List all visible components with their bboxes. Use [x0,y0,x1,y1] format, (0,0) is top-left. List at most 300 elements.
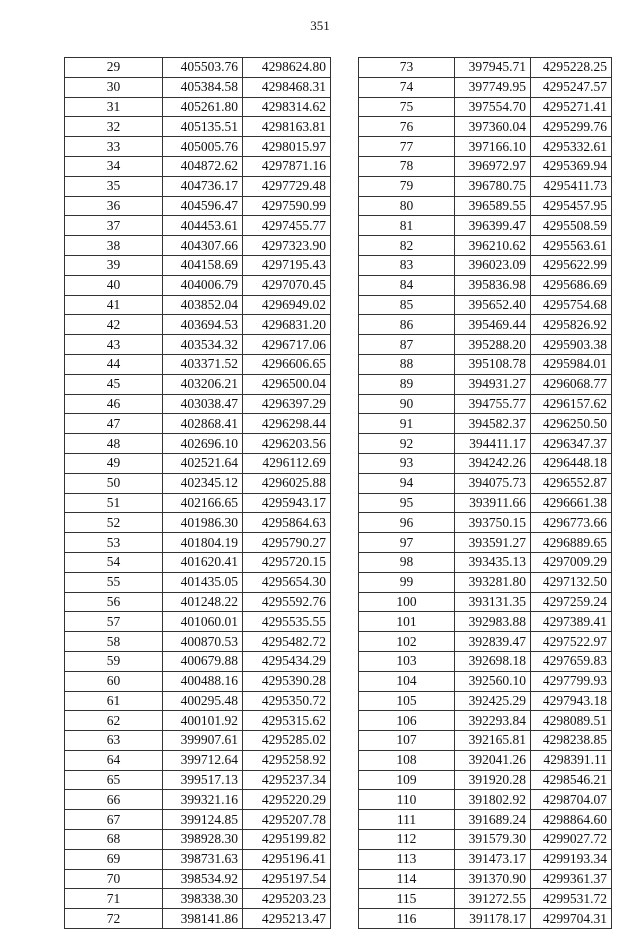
point-number-cell: 38 [65,236,163,256]
y-coordinate-cell: 4297659.83 [531,651,612,671]
point-number-cell: 61 [65,691,163,711]
point-number-cell: 53 [65,533,163,553]
table-row [359,889,612,909]
point-number-cell: 93 [359,453,455,473]
x-coordinate-cell: 404006.79 [163,275,243,295]
x-coordinate-cell: 401435.05 [163,572,243,592]
point-number-cell: 60 [65,671,163,691]
table-row [359,275,612,295]
point-number-cell: 71 [65,889,163,909]
y-coordinate-cell: 4295390.28 [243,671,331,691]
y-coordinate-cell: 4296831.20 [243,315,331,335]
x-coordinate-cell: 404453.61 [163,216,243,236]
x-coordinate-cell: 404596.47 [163,196,243,216]
point-number-cell: 57 [65,612,163,632]
y-coordinate-cell: 4297871.16 [243,156,331,176]
y-coordinate-cell: 4297259.24 [531,592,612,612]
point-number-cell: 91 [359,414,455,434]
table-row [359,394,612,414]
table-row [65,216,331,236]
table-row [359,315,612,335]
x-coordinate-cell: 396972.97 [455,156,531,176]
y-coordinate-cell: 4295434.29 [243,651,331,671]
x-coordinate-cell: 392293.84 [455,711,531,731]
point-number-cell: 66 [65,790,163,810]
y-coordinate-cell: 4296397.29 [243,394,331,414]
point-number-cell: 110 [359,790,455,810]
table-row [65,651,331,671]
table-row [65,137,331,157]
point-number-cell: 55 [65,572,163,592]
y-coordinate-cell: 4295943.17 [243,493,331,513]
point-number-cell: 101 [359,612,455,632]
table-row [65,849,331,869]
table-row [65,156,331,176]
y-coordinate-cell: 4296025.88 [243,473,331,493]
point-number-cell: 85 [359,295,455,315]
point-number-cell: 84 [359,275,455,295]
x-coordinate-cell: 405135.51 [163,117,243,137]
table-row [359,176,612,196]
table-row [65,275,331,295]
y-coordinate-cell: 4297009.29 [531,552,612,572]
y-coordinate-cell: 4295258.92 [243,750,331,770]
x-coordinate-cell: 405503.76 [163,58,243,78]
y-coordinate-cell: 4297455.77 [243,216,331,236]
x-coordinate-cell: 400488.16 [163,671,243,691]
table-row [359,473,612,493]
table-row [65,592,331,612]
x-coordinate-cell: 395836.98 [455,275,531,295]
x-coordinate-cell: 394582.37 [455,414,531,434]
point-number-cell: 69 [65,849,163,869]
point-number-cell: 81 [359,216,455,236]
table-row [65,176,331,196]
x-coordinate-cell: 391178.17 [455,909,531,929]
x-coordinate-cell: 397166.10 [455,137,531,157]
table-row [359,434,612,454]
point-number-cell: 109 [359,770,455,790]
point-number-cell: 42 [65,315,163,335]
y-coordinate-cell: 4296500.04 [243,374,331,394]
table-row [65,434,331,454]
table-row [65,731,331,751]
coordinates-table-left [64,57,331,929]
y-coordinate-cell: 4295826.92 [531,315,612,335]
table-row [359,750,612,770]
x-coordinate-cell: 398141.86 [163,909,243,929]
y-coordinate-cell: 4298864.60 [531,810,612,830]
point-number-cell: 108 [359,750,455,770]
point-number-cell: 76 [359,117,455,137]
y-coordinate-cell: 4297389.41 [531,612,612,632]
y-coordinate-cell: 4298624.80 [243,58,331,78]
y-coordinate-cell: 4295196.41 [243,849,331,869]
table-row [359,117,612,137]
x-coordinate-cell: 402345.12 [163,473,243,493]
x-coordinate-cell: 398731.63 [163,849,243,869]
table-row [359,216,612,236]
point-number-cell: 92 [359,434,455,454]
table-row [359,58,612,78]
x-coordinate-cell: 397749.95 [455,77,531,97]
point-number-cell: 47 [65,414,163,434]
point-number-cell: 46 [65,394,163,414]
point-number-cell: 96 [359,513,455,533]
y-coordinate-cell: 4297132.50 [531,572,612,592]
x-coordinate-cell: 391689.24 [455,810,531,830]
point-number-cell: 62 [65,711,163,731]
point-number-cell: 74 [359,77,455,97]
y-coordinate-cell: 4296347.37 [531,434,612,454]
y-coordinate-cell: 4295213.47 [243,909,331,929]
y-coordinate-cell: 4296298.44 [243,414,331,434]
x-coordinate-cell: 399907.61 [163,731,243,751]
point-number-cell: 112 [359,830,455,850]
y-coordinate-cell: 4295247.57 [531,77,612,97]
y-coordinate-cell: 4295285.02 [243,731,331,751]
table-row [359,849,612,869]
y-coordinate-cell: 4298089.51 [531,711,612,731]
point-number-cell: 68 [65,830,163,850]
point-number-cell: 39 [65,255,163,275]
point-number-cell: 100 [359,592,455,612]
table-row [359,533,612,553]
x-coordinate-cell: 392698.18 [455,651,531,671]
table-row [65,196,331,216]
point-number-cell: 88 [359,354,455,374]
x-coordinate-cell: 391370.90 [455,869,531,889]
x-coordinate-cell: 405384.58 [163,77,243,97]
table-row [65,711,331,731]
x-coordinate-cell: 398338.30 [163,889,243,909]
table-row [359,255,612,275]
point-number-cell: 29 [65,58,163,78]
y-coordinate-cell: 4297729.48 [243,176,331,196]
y-coordinate-cell: 4297943.18 [531,691,612,711]
x-coordinate-cell: 394755.77 [455,394,531,414]
point-number-cell: 82 [359,236,455,256]
x-coordinate-cell: 391473.17 [455,849,531,869]
x-coordinate-cell: 398928.30 [163,830,243,850]
table-row [65,394,331,414]
table-row [65,295,331,315]
y-coordinate-cell: 4295271.41 [531,97,612,117]
y-coordinate-cell: 4296203.56 [243,434,331,454]
x-coordinate-cell: 400679.88 [163,651,243,671]
y-coordinate-cell: 4299193.34 [531,849,612,869]
point-number-cell: 104 [359,671,455,691]
y-coordinate-cell: 4298238.85 [531,731,612,751]
x-coordinate-cell: 403038.47 [163,394,243,414]
x-coordinate-cell: 391272.55 [455,889,531,909]
table-row [359,731,612,751]
x-coordinate-cell: 401804.19 [163,533,243,553]
y-coordinate-cell: 4295984.01 [531,354,612,374]
x-coordinate-cell: 403852.04 [163,295,243,315]
point-number-cell: 58 [65,632,163,652]
table-row [65,869,331,889]
x-coordinate-cell: 399124.85 [163,810,243,830]
table-row [359,236,612,256]
point-number-cell: 103 [359,651,455,671]
y-coordinate-cell: 4295720.15 [243,552,331,572]
table-row [65,750,331,770]
y-coordinate-cell: 4295790.27 [243,533,331,553]
y-coordinate-cell: 4298391.11 [531,750,612,770]
table-row [65,671,331,691]
point-number-cell: 77 [359,137,455,157]
y-coordinate-cell: 4295864.63 [243,513,331,533]
y-coordinate-cell: 4297195.43 [243,255,331,275]
x-coordinate-cell: 404872.62 [163,156,243,176]
y-coordinate-cell: 4295457.95 [531,196,612,216]
x-coordinate-cell: 396780.75 [455,176,531,196]
x-coordinate-cell: 396210.62 [455,236,531,256]
point-number-cell: 36 [65,196,163,216]
point-number-cell: 31 [65,97,163,117]
y-coordinate-cell: 4295508.59 [531,216,612,236]
x-coordinate-cell: 397360.04 [455,117,531,137]
point-number-cell: 32 [65,117,163,137]
x-coordinate-cell: 403371.52 [163,354,243,374]
x-coordinate-cell: 395288.20 [455,335,531,355]
table-row [359,770,612,790]
table-row [359,592,612,612]
x-coordinate-cell: 402166.65 [163,493,243,513]
table-row [65,790,331,810]
y-coordinate-cell: 4295237.34 [243,770,331,790]
table-row [65,513,331,533]
table-row [65,612,331,632]
point-number-cell: 83 [359,255,455,275]
table-row [359,612,612,632]
point-number-cell: 105 [359,691,455,711]
point-number-cell: 37 [65,216,163,236]
y-coordinate-cell: 4295622.99 [531,255,612,275]
y-coordinate-cell: 4298163.81 [243,117,331,137]
point-number-cell: 95 [359,493,455,513]
y-coordinate-cell: 4295203.23 [243,889,331,909]
x-coordinate-cell: 403534.32 [163,335,243,355]
y-coordinate-cell: 4296112.69 [243,453,331,473]
x-coordinate-cell: 401248.22 [163,592,243,612]
point-number-cell: 40 [65,275,163,295]
table-row [65,335,331,355]
table-row [359,552,612,572]
y-coordinate-cell: 4297522.97 [531,632,612,652]
table-row [359,711,612,731]
x-coordinate-cell: 391802.92 [455,790,531,810]
x-coordinate-cell: 398534.92 [163,869,243,889]
table-row [359,651,612,671]
point-number-cell: 114 [359,869,455,889]
x-coordinate-cell: 392560.10 [455,671,531,691]
y-coordinate-cell: 4298546.21 [531,770,612,790]
y-coordinate-cell: 4297799.93 [531,671,612,691]
x-coordinate-cell: 393911.66 [455,493,531,513]
point-number-cell: 113 [359,849,455,869]
x-coordinate-cell: 404307.66 [163,236,243,256]
table-row [65,255,331,275]
y-coordinate-cell: 4295654.30 [243,572,331,592]
x-coordinate-cell: 392041.26 [455,750,531,770]
table-row [65,770,331,790]
table-row [359,632,612,652]
table-row [65,810,331,830]
x-coordinate-cell: 402868.41 [163,414,243,434]
table-row [65,572,331,592]
y-coordinate-cell: 4296773.66 [531,513,612,533]
x-coordinate-cell: 391920.28 [455,770,531,790]
x-coordinate-cell: 393281.80 [455,572,531,592]
point-number-cell: 48 [65,434,163,454]
table-row [65,97,331,117]
point-number-cell: 102 [359,632,455,652]
y-coordinate-cell: 4295592.76 [243,592,331,612]
x-coordinate-cell: 403694.53 [163,315,243,335]
point-number-cell: 116 [359,909,455,929]
table-row [359,493,612,513]
y-coordinate-cell: 4295903.38 [531,335,612,355]
point-number-cell: 30 [65,77,163,97]
point-number-cell: 63 [65,731,163,751]
coordinates-table-right [358,57,612,929]
x-coordinate-cell: 403206.21 [163,374,243,394]
table-row [65,374,331,394]
y-coordinate-cell: 4295563.61 [531,236,612,256]
x-coordinate-cell: 395469.44 [455,315,531,335]
table-row [359,572,612,592]
y-coordinate-cell: 4299704.31 [531,909,612,929]
point-number-cell: 64 [65,750,163,770]
point-number-cell: 94 [359,473,455,493]
table-row [65,830,331,850]
x-coordinate-cell: 397554.70 [455,97,531,117]
x-coordinate-cell: 392425.29 [455,691,531,711]
point-number-cell: 99 [359,572,455,592]
table-row [359,77,612,97]
point-number-cell: 80 [359,196,455,216]
y-coordinate-cell: 4299027.72 [531,830,612,850]
point-number-cell: 35 [65,176,163,196]
point-number-cell: 106 [359,711,455,731]
table-row [65,414,331,434]
x-coordinate-cell: 400101.92 [163,711,243,731]
y-coordinate-cell: 4299361.37 [531,869,612,889]
table-row [359,295,612,315]
y-coordinate-cell: 4297323.90 [243,236,331,256]
point-number-cell: 72 [65,909,163,929]
y-coordinate-cell: 4295199.82 [243,830,331,850]
y-coordinate-cell: 4295482.72 [243,632,331,652]
table-row [359,414,612,434]
x-coordinate-cell: 405261.80 [163,97,243,117]
y-coordinate-cell: 4296661.38 [531,493,612,513]
point-number-cell: 73 [359,58,455,78]
x-coordinate-cell: 393750.15 [455,513,531,533]
table-row [65,533,331,553]
x-coordinate-cell: 405005.76 [163,137,243,157]
x-coordinate-cell: 402696.10 [163,434,243,454]
table-row [359,909,612,929]
point-number-cell: 65 [65,770,163,790]
x-coordinate-cell: 396023.09 [455,255,531,275]
x-coordinate-cell: 395652.40 [455,295,531,315]
point-number-cell: 70 [65,869,163,889]
y-coordinate-cell: 4295228.25 [531,58,612,78]
y-coordinate-cell: 4295686.69 [531,275,612,295]
point-number-cell: 78 [359,156,455,176]
point-number-cell: 115 [359,889,455,909]
table-row [65,77,331,97]
x-coordinate-cell: 395108.78 [455,354,531,374]
table-row [359,869,612,889]
y-coordinate-cell: 4297070.45 [243,275,331,295]
y-coordinate-cell: 4299531.72 [531,889,612,909]
x-coordinate-cell: 394931.27 [455,374,531,394]
table-row [359,513,612,533]
point-number-cell: 41 [65,295,163,315]
y-coordinate-cell: 4295350.72 [243,691,331,711]
point-number-cell: 107 [359,731,455,751]
table-row [359,196,612,216]
table-row [359,691,612,711]
table-row [359,156,612,176]
y-coordinate-cell: 4296889.65 [531,533,612,553]
point-number-cell: 56 [65,592,163,612]
table-row [359,671,612,691]
y-coordinate-cell: 4295535.55 [243,612,331,632]
y-coordinate-cell: 4298468.31 [243,77,331,97]
y-coordinate-cell: 4295369.94 [531,156,612,176]
table-row [359,137,612,157]
table-row [359,830,612,850]
table-row [65,354,331,374]
point-number-cell: 90 [359,394,455,414]
table-row [65,58,331,78]
point-number-cell: 89 [359,374,455,394]
x-coordinate-cell: 392839.47 [455,632,531,652]
point-number-cell: 111 [359,810,455,830]
y-coordinate-cell: 4295332.61 [531,137,612,157]
x-coordinate-cell: 396589.55 [455,196,531,216]
x-coordinate-cell: 393435.13 [455,552,531,572]
point-number-cell: 33 [65,137,163,157]
table-row [359,453,612,473]
table-row [65,632,331,652]
x-coordinate-cell: 399517.13 [163,770,243,790]
x-coordinate-cell: 399321.16 [163,790,243,810]
x-coordinate-cell: 393591.27 [455,533,531,553]
x-coordinate-cell: 392165.81 [455,731,531,751]
y-coordinate-cell: 4295411.73 [531,176,612,196]
table-row [359,790,612,810]
x-coordinate-cell: 401620.41 [163,552,243,572]
y-coordinate-cell: 4296552.87 [531,473,612,493]
y-coordinate-cell: 4298704.07 [531,790,612,810]
y-coordinate-cell: 4298314.62 [243,97,331,117]
table-row [65,691,331,711]
x-coordinate-cell: 401986.30 [163,513,243,533]
y-coordinate-cell: 4295315.62 [243,711,331,731]
point-number-cell: 59 [65,651,163,671]
x-coordinate-cell: 392983.88 [455,612,531,632]
y-coordinate-cell: 4296250.50 [531,414,612,434]
x-coordinate-cell: 404736.17 [163,176,243,196]
x-coordinate-cell: 396399.47 [455,216,531,236]
point-number-cell: 43 [65,335,163,355]
